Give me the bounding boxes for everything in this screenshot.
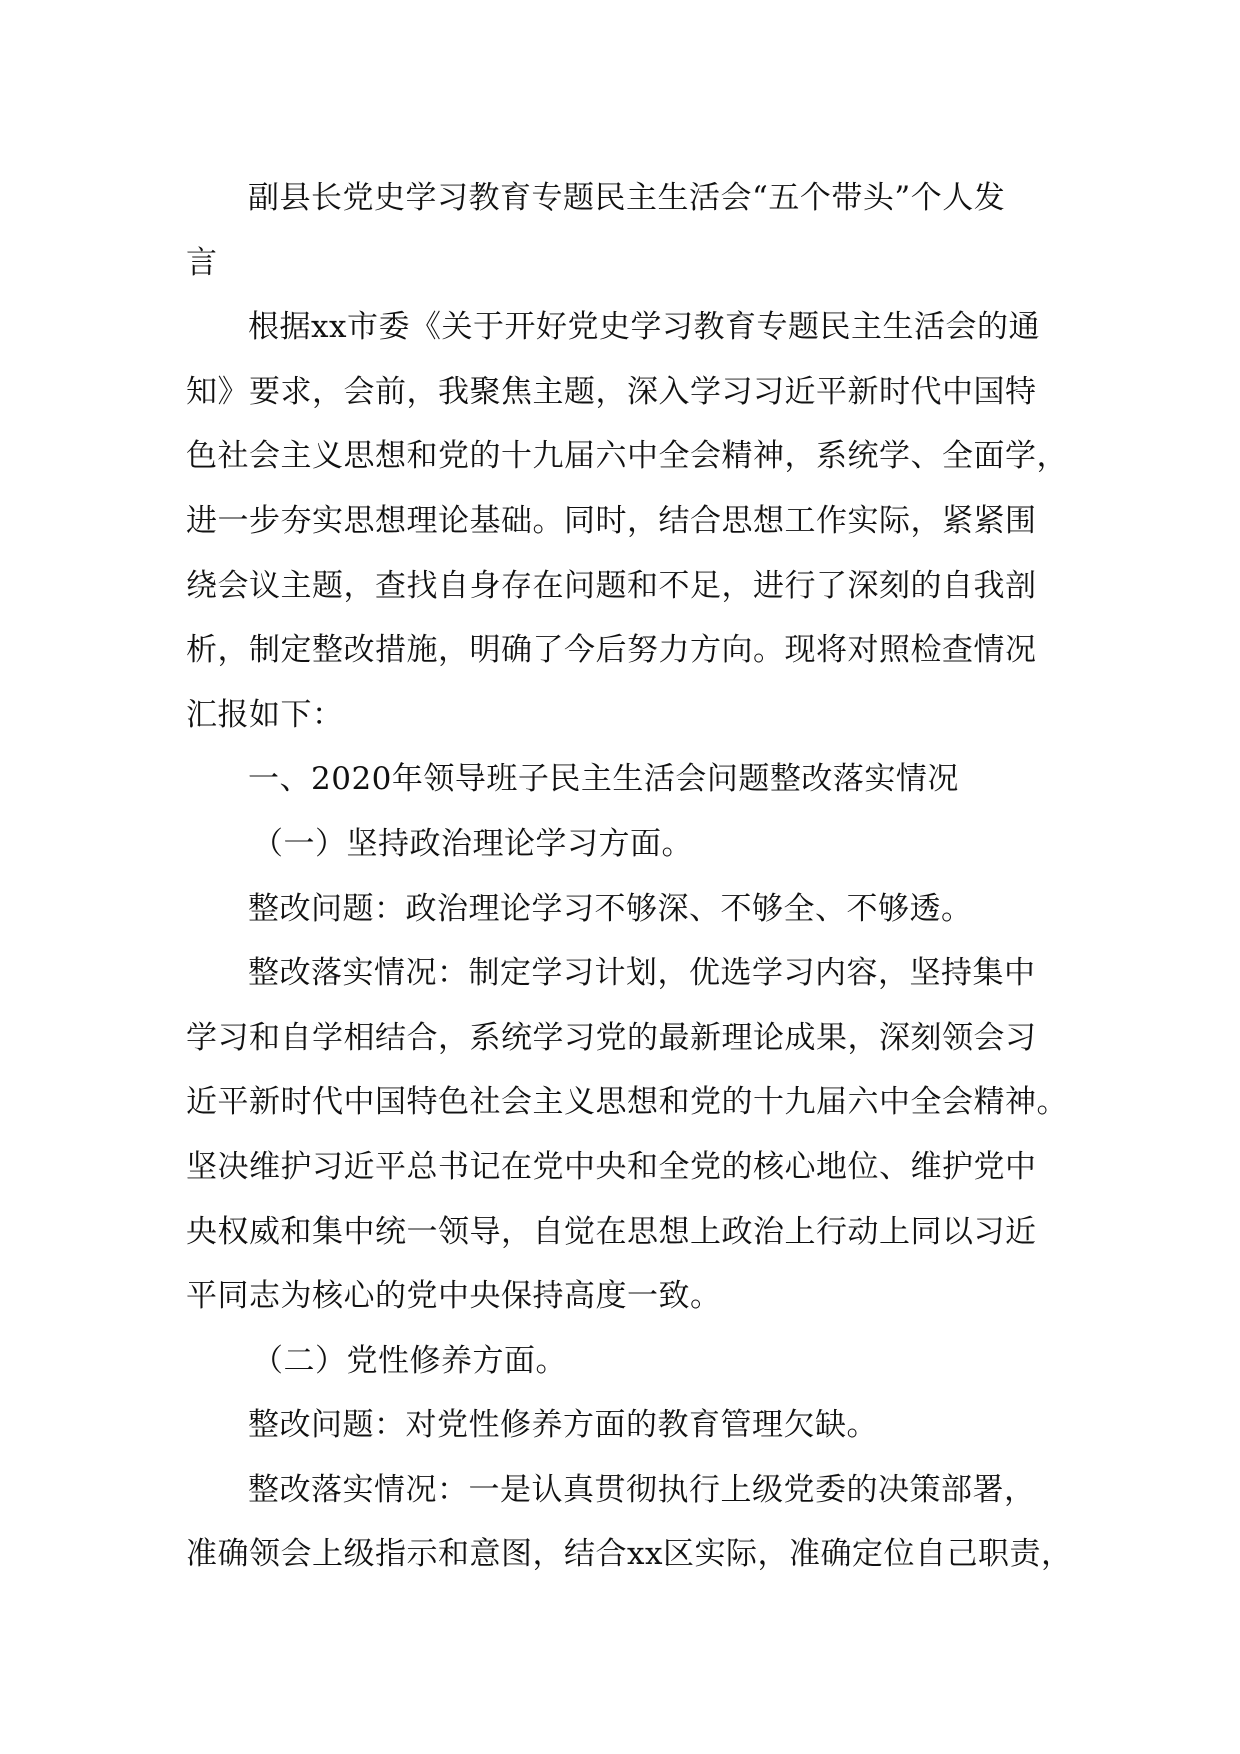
paragraph-line: 学习和自学相结合，系统学习党的最新理论成果，深刻领会习 (186, 1019, 1037, 1056)
paragraph-line: 汇报如下： (186, 696, 344, 733)
paragraph-line: 近平新时代中国特色社会主义思想和党的十九届六中全会精神。 (186, 1084, 1068, 1121)
section-heading: 一、2020年领导班子民主生活会问题整改落实情况 (248, 761, 959, 798)
paragraph-line: 准确领会上级指示和意图，结合xx区实际，准确定位自己职责， (186, 1536, 1073, 1573)
paragraph-line: 知》要求，会前，我聚焦主题，深入学习习近平新时代中国特 (186, 373, 1037, 410)
paragraph-line: 整改落实情况：制定学习计划，优选学习内容，坚持集中 (248, 955, 1036, 992)
paragraph-line: 色社会主义思想和党的十九届六中全会精神，系统学、全面学， (186, 438, 1068, 475)
subsection-heading: （一）坚持政治理论学习方面。 (252, 825, 693, 862)
paragraph-line: 进一步夯实思想理论基础。同时，结合思想工作实际，紧紧围 (186, 502, 1037, 539)
paragraph-line: 坚决维护习近平总书记在党中央和全党的核心地位、维护党中 (186, 1148, 1037, 1185)
paragraph-line: 平同志为核心的党中央保持高度一致。 (186, 1278, 722, 1315)
document-title-line-2: 言 (186, 244, 218, 281)
paragraph-line: 根据xx市委《关于开好党史学习教育专题民主生活会的通 (248, 309, 1040, 346)
paragraph-line: 析，制定整改措施，明确了今后努力方向。现将对照检查情况 (186, 632, 1037, 669)
paragraph-line: 央权威和集中统一领导，自觉在思想上政治上行动上同以习近 (186, 1213, 1037, 1250)
subsection-heading: （二）党性修养方面。 (252, 1342, 567, 1379)
document-page (186, 166, 1086, 1587)
document-title-line-1: 副县长党史学习教育专题民主生活会“五个带头”个人发 (248, 180, 1006, 216)
paragraph-line: 整改问题：政治理论学习不够深、不够全、不够透。 (248, 890, 973, 927)
paragraph-line: 整改落实情况：一是认真贯彻执行上级党委的决策部署， (248, 1471, 1036, 1508)
paragraph-line: 绕会议主题，查找自身存在问题和不足，进行了深刻的自我剖 (186, 567, 1037, 604)
paragraph-line: 整改问题：对党性修养方面的教育管理欠缺。 (248, 1407, 878, 1444)
